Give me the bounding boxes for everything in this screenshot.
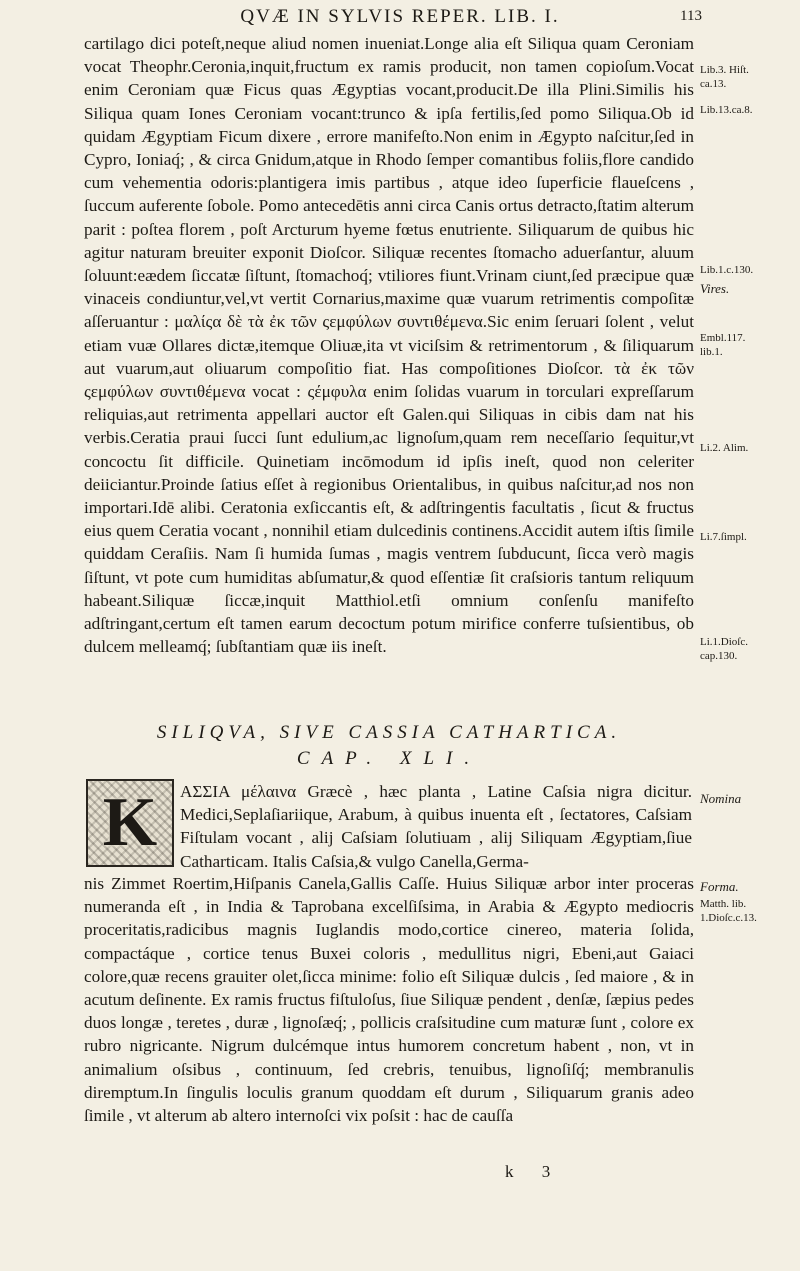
margin-note: ca.13. <box>700 78 727 90</box>
decorated-initial <box>86 779 174 867</box>
margin-note: Li.7.ſimpl. <box>700 531 747 543</box>
margin-note: Matth. lib. <box>700 898 747 910</box>
margin-note: Lib.1.c.130. <box>700 264 754 276</box>
paragraph-siliqua: cartilago dici poteſt,neque aliud nomen inueniat.Longe alia eſt Siliqua quam Ceroniam vocat Theophr.Ceronia,inquit,fructum ex ramis producit, non tamen copioſum.Vocat enim Ceroniam quæ Ficus quas Ægyptias vocant,producit.De illa Plini.Similis his Siliqua quam Iones Ceroniam vocant:trunco & ipſa fertilis,ſed pomo Siliqua.Ob id quidam Ægyptiam Ficum dixere , errore manifeſto.Non enim in Ægypto naſcitur,ſed in Cypro, Ioniaq́; , & circa Gnidum,atque in Rhodo ſemper comantibus foliis,flore candido cum vehementia odoris:plantigera imis partibus , atque ideo ſuperficie flaueſcens , ſuccum auferente ſobole. Pomo antecedētis anni circa Canis ortus detracto,ſtatim alterum parit : poſtea florem , poſt Arcturum hyeme fœtus enutriente. Siliquarum de quibus hic agitur naturam breuiter exponit Dioſcor. Siliquæ recentes ſtomacho aduerſantur, aluum ſoluunt:eædem ſiccatæ ſiſtunt, ſtomachoq́; vtiliores fiunt.Vrinam ciunt,ſed præcipue quæ vinaceis condiuntur,vel,vt vertit Cornarius,maxime quæ vuarum retrimentis compoſitæ aſſeruantur : μαλίςα δὲ τὰ ἐκ τῶν ςεμφύλων συντιθέμενα.Sic enim ſeruari ſolent , velut etiam vuæ Ollares dictæ,itemque Oliuæ,ita vt viciſsim & retrimentorum , & ſiliquarum aut vuarum,aut oliuarum compoſitio fiat. Has compoſitiones Dioſcor. τὰ ἐκ τῶν ςεμφύλων συντιθέμενα vocat : ςέμφυλα enim ſolidas vuarum in torculari expreſſarum reliquias,aut retrimenta appellari auctor eſt Galen.qui Siliquas in cibis dam nat his verbis.Ceratia praui ſucci ſunt edulium,ac lignoſum,quam rem neceſſario ſequitur,vt concoctu ſit difficile. Quinetiam incōmodum id ipſis ineſt, quod non celeriter deiiciantur.Proinde ſatius eſſet à regionibus Orientalibus, in quibus naſcitur,ad nos non importari.Idē alibi. Ceratonia exſiccantis eſt, & adſtringentis facultatis , ſicut & fructus eius quem Ceratia vocant , nonnihil etiam dulcedinis continens.Accidit autem iſtis ſimile quiddam Ceraſiis. Nam ſi humida ſumas , magis ventrem ſubducunt, ſicca verò magis ſiſtunt, vt pote cum humiditas abſumatur,& quod eſſentiæ ſit craſsioris tantum reliquum habeant.Siliquæ ſiccæ,inquit Matthiol.etſi omnium conſenſu manifeſto adſtringant,certum eſt tamen earum decoctum potum mirifice conferre tuſsientibus, ob dulcem melleamq́; ſubſtantiam quæ iis ineſt. <box>84 34 694 657</box>
chapter-number: CAP. XLI. <box>296 748 482 769</box>
margin-note: cap.130. <box>700 650 738 662</box>
running-head: QVÆ IN SYLVIS REPER. LIB. I. <box>240 6 560 27</box>
paragraph-cassia-lead: ΑΣΣΙΑ μέλαινα Græcè , hæc planta , Latine Caſsia nigra dicitur. Medici,Seplaſiariique, Arabum, à quibus inuenta eſt , ſectatores, Caſsiam Fiſtulam vocant , alij Caſsiam ſolutiuam , alij Siliquam Ægyptiam,ſiue Catharticam. Italis Caſsia,& vulgo Canella,Germa- <box>180 782 692 871</box>
margin-note: Embl.117. <box>700 332 746 344</box>
decorated-initial-letter: K <box>102 784 158 861</box>
margin-note: Li.1.Dioſc. <box>700 636 748 648</box>
margin-note: Forma. <box>700 879 739 894</box>
main-text-block <box>84 32 694 658</box>
margin-note: 1.Dioſc.c.13. <box>700 912 757 924</box>
cassia-text-block <box>84 872 694 1127</box>
margin-note: Vires. <box>700 281 730 296</box>
margin-note: Nomina <box>700 791 742 806</box>
section-heading: SILIQVA, SIVE CASSIA CATHARTICA. <box>156 722 622 743</box>
margin-note: Lib.13.ca.8. <box>700 104 753 116</box>
page-number: 113 <box>680 8 702 24</box>
margin-note: Li.2. Alim. <box>700 442 749 454</box>
margin-note: lib.1. <box>700 346 723 358</box>
cassia-lead-text <box>180 780 692 873</box>
margin-note: Lib.3. Hiſt. <box>700 64 749 76</box>
paragraph-cassia: nis Zimmet Roertim,Hiſpanis Canela,Gallis Caſſe. Huius Siliquæ arbor inter proceras numeranda eſt , in India & Taprobana excelſiſsima, in Arabia & Ægypto mediocris proceritatis,radicibus magnis Iuglandis modo,cortice cinereo, materia ſolida, compactáque , cortice tenus Buxei coloris , medullitus nigri, Ebeni,aut Gaiaci colore,quæ recens grauiter olet,ſicca minime: folio eſt Siliquæ dulcis , ſed maiore , & in acutum deſinente. Ex ramis fructus fiſtuloſus, ſiue Siliquæ pendent , denſæ, ſæpius pedes duos longæ , teretes , duræ , lignoſæq́; , pollicis craſsitudine cum maturæ ſunt , colore ex rubro nigricante. Nigrum dulcémque intus humorem concretum habent , non, vt in animalium oſsibus , continuum, ſed crebris, tenuibus, lignoſiſq́; membranulis diremptum.In ſingulis loculis granum quoddam eſt durum , Siliquarum granis adeo ſimile , vt alterum ab altero internoſci vix poſsit : hac de cauſſa <box>84 874 694 1126</box>
signature-mark: k 3 <box>505 1162 563 1181</box>
